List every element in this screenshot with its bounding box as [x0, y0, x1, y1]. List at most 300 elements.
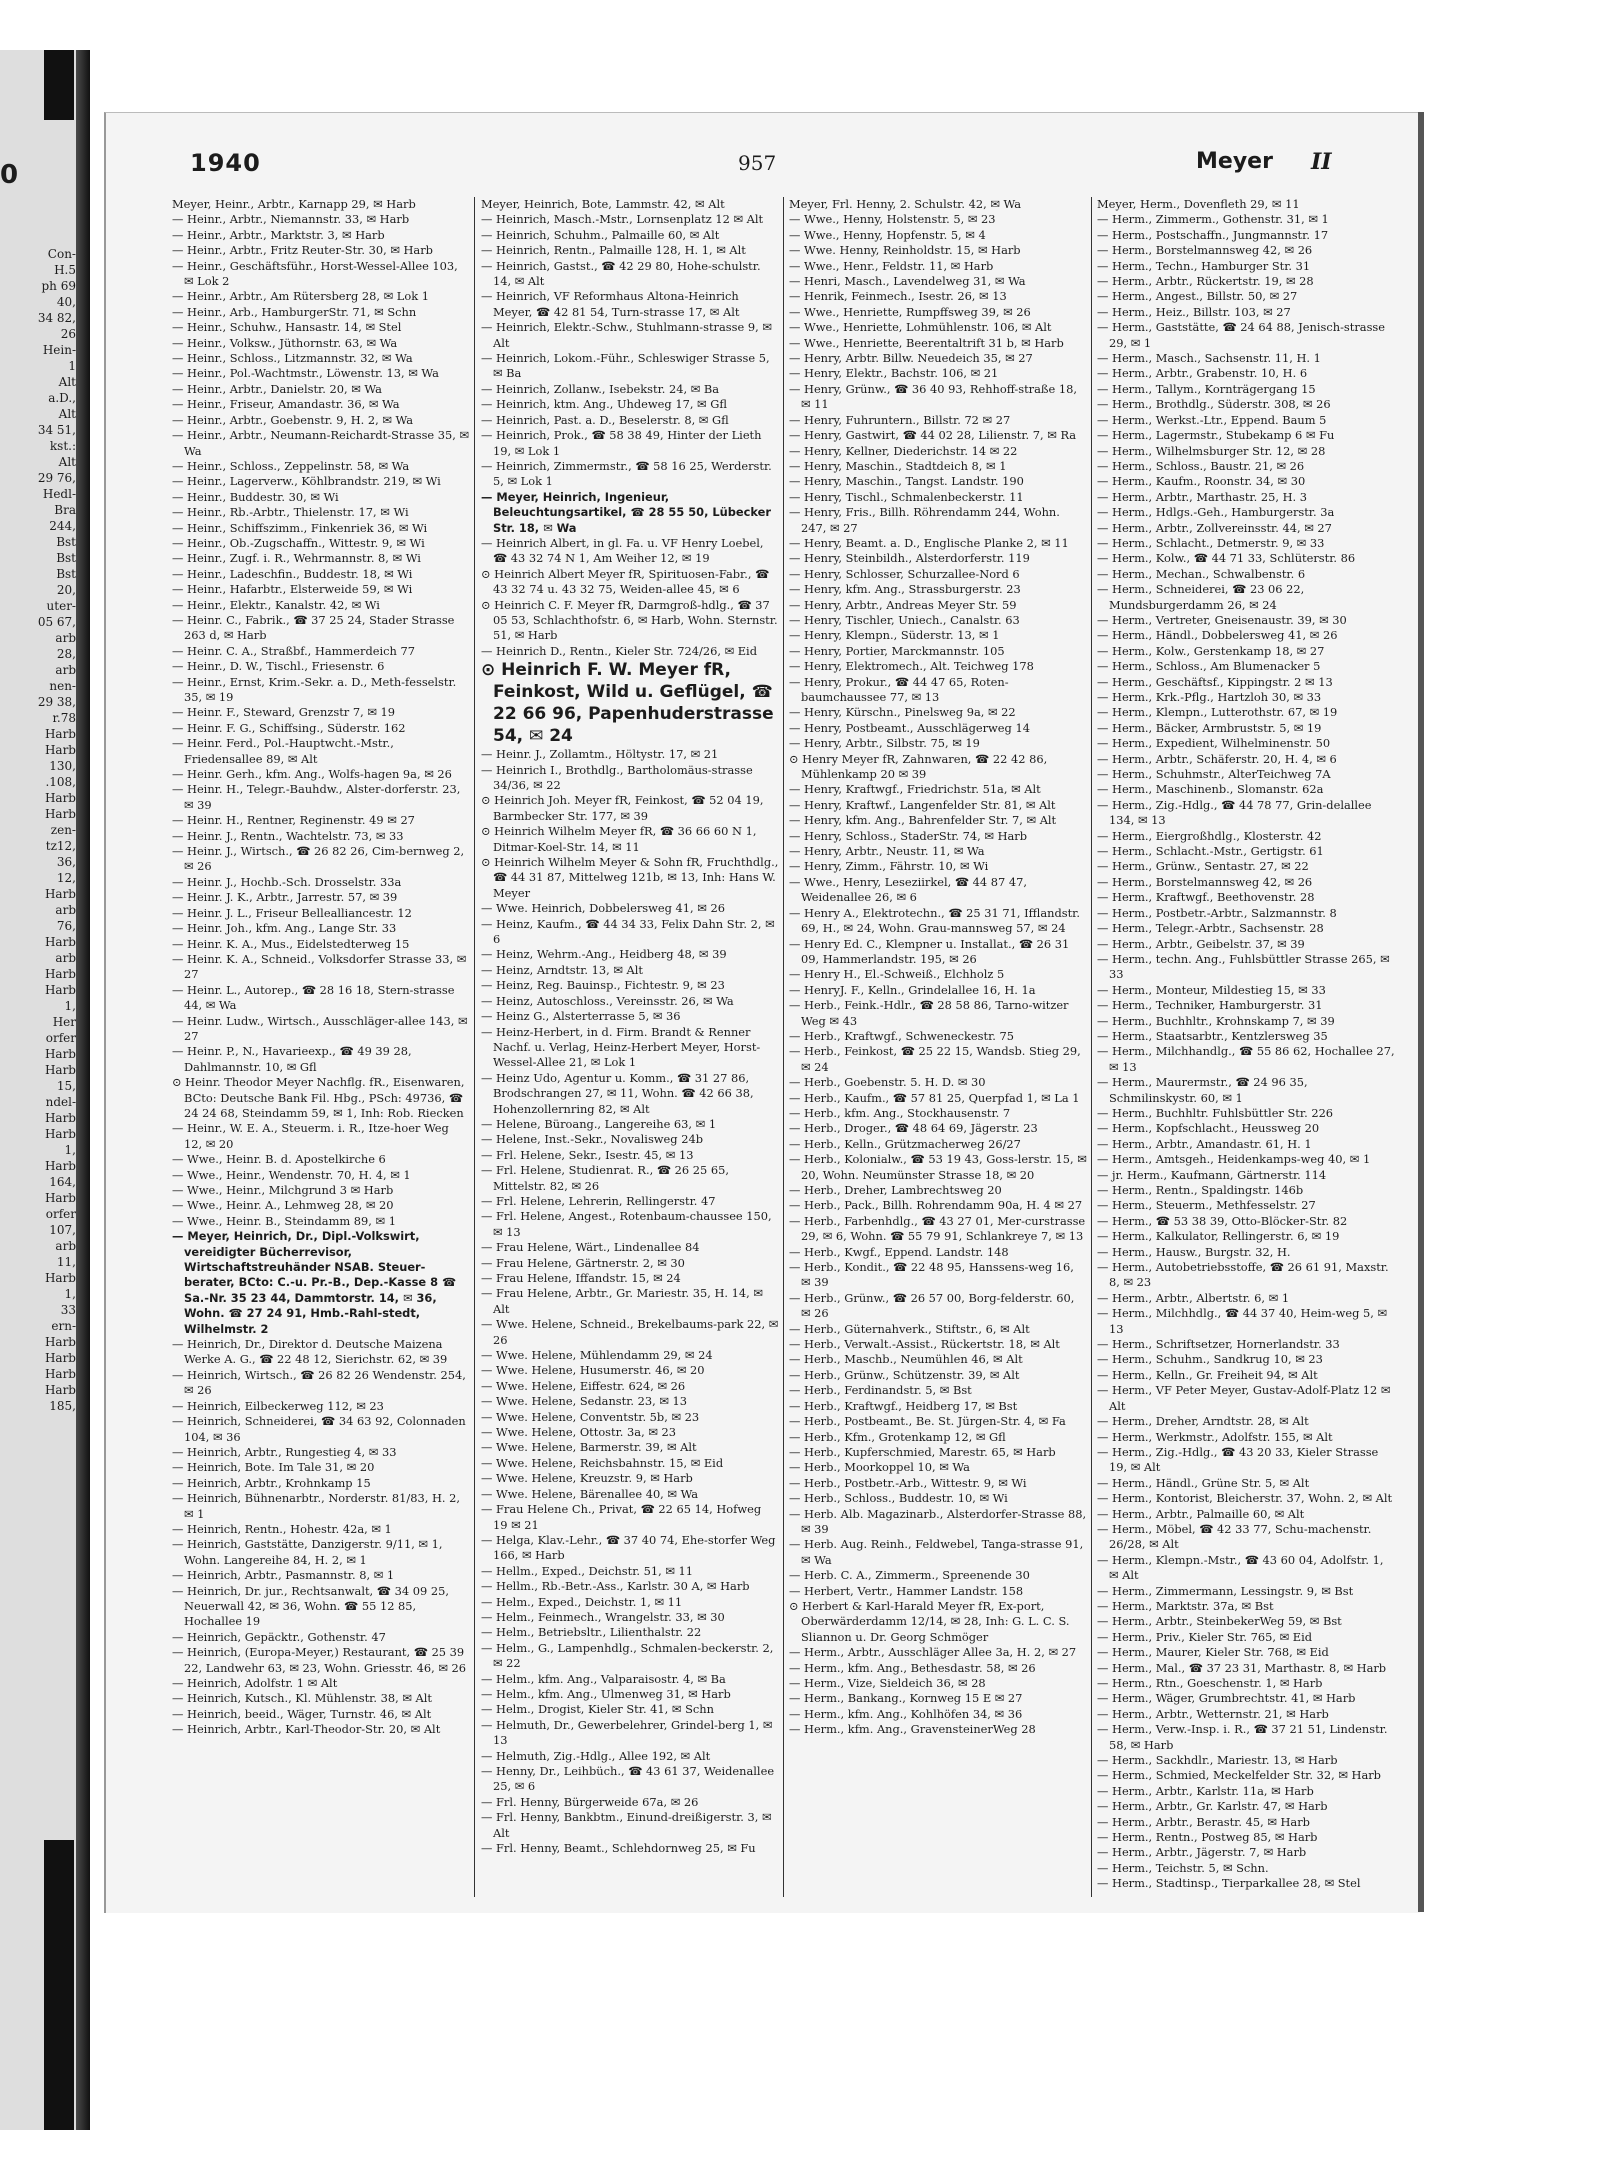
directory-entry: — Herm., Arbtr., Amandastr. 61, H. 1: [1097, 1136, 1312, 1151]
directory-entry: — Wwe., Henry, Leseziirkel, ☎ 44 87 47, Weidenallee 26, ✉ 6: [789, 874, 1027, 905]
directory-entry: — Herbert, Vertr., Hammer Landstr. 158: [789, 1583, 1024, 1598]
directory-entry: — Herb., Verwalt.-Assist., Rückertstr. 18, ✉ Alt: [789, 1337, 1060, 1352]
directory-entry: — Herm., Telegr.-Arbtr., Sachsenstr. 28: [1097, 921, 1324, 936]
directory-entry: — Herm., Bankang., Kornweg 15 E ✉ 27: [789, 1691, 1023, 1706]
directory-entry: — Herm., Rtn., Goeschenstr. 1, ✉ Harb: [1097, 1676, 1323, 1690]
directory-entry: — Heinrich, (Europa-Meyer,) Restaurant, ☎ 25 39 22, Landwehr 63, ✉ 23, Wohn. Griesstr. 46, ✉ 26: [172, 1645, 466, 1675]
directory-entry: — Herm., Arbtr., Marthastr. 25, H. 3: [1097, 489, 1308, 504]
previous-page-text-fragments: [0, 246, 76, 1414]
directory-column-3: [789, 197, 1087, 1897]
directory-entry: — Heinrich, Past. a. D., Beselerstr. 8, ✉ Gfl: [481, 412, 729, 427]
directory-entry: — Meyer, Heinrich, Dr., Dipl.-Volkswirt, vereidigter Bücherrevisor, Wirtschaftstreuhänder NSAB. Steuer-berater, BCto: C.-u. Pr.-B., Dep.-Kasse 8 ☎ Sa.-Nr. 35 23 44, Dammtorstr. 14, ✉ 36, Wohn. ☎ 27 24 91, Hmb.-Rahl-stedt, Wilhelmstr. 2: [172, 1229, 457, 1336]
fragment-line: zen-: [50, 823, 76, 837]
directory-entry: — Herm., Kaufm., Roonstr. 34, ✉ 30: [1097, 474, 1306, 489]
directory-entry: — Herm., Zimmerm., Gothenstr. 31, ✉ 1: [1097, 212, 1329, 227]
fragment-line: 76,: [56, 919, 76, 933]
directory-entry: — Henry, Arbtr. Billw. Neuedeich 35, ✉ 27: [789, 351, 1033, 366]
directory-entry: — Heinrich, Wirtsch., ☎ 26 82 26 Wendenstr. 254, ✉ 26: [172, 1367, 466, 1398]
header-volume: II: [1311, 149, 1332, 175]
directory-entry: — Heinrich, Bote. Im Tale 31, ✉ 20: [172, 1460, 375, 1475]
directory-entry: — Henny, Dr., Leihbüch., ☎ 43 61 37, Weidenallee 25, ✉ 6: [481, 1764, 775, 1794]
directory-entry: ⊙ Herbert & Karl-Harald Meyer fR, Ex-port, Oberwärderdamm 12/14, ✉ 28, Inh: G. L. C. S. Sliannon u. Dr. Georg Schmöger: [789, 1598, 1070, 1644]
directory-entry: — Herm., Arbtr., Wetternstr. 21, ✉ Harb: [1097, 1706, 1329, 1721]
directory-entry: — Heinrich, Arbtr., Pasmannstr. 8, ✉ 1: [172, 1568, 395, 1583]
directory-entry: — Herm., Zig.-Hdlg., ☎ 44 78 77, Grin-delallee 134, ✉ 13: [1097, 797, 1372, 828]
directory-entry: ⊙ Heinrich Joh. Meyer fR, Feinkost, ☎ 52 04 19, Barmbecker Str. 177, ✉ 39: [481, 793, 764, 823]
directory-entry: — Herm., Kraftwgf., Beethovenstr. 28: [1097, 890, 1315, 905]
directory-entry: — Heinr. J., Rentn., Wachtelstr. 73, ✉ 33: [172, 828, 404, 843]
page-edge-shadow: [1418, 112, 1424, 1912]
fragment-line: Harb: [44, 1351, 76, 1365]
directory-entry: — Herm., Buchhltr. Fuhlsbüttler Str. 226: [1097, 1105, 1334, 1120]
fragment-line: Harb: [44, 983, 76, 997]
directory-entry: — Frau Helene Ch., Privat, ☎ 22 65 14, Hofweg 19 ✉ 21: [481, 1502, 762, 1532]
directory-entry: — Herm., Arbtr., Geibelstr. 37, ✉ 39: [1097, 936, 1305, 951]
directory-entry: — Herm., Angest., Billstr. 50, ✉ 27: [1097, 289, 1298, 304]
fragment-line: 1,: [64, 1143, 76, 1157]
directory-entry: — Herm., Arbtr., Zollvereinsstr. 44, ✉ 27: [1097, 520, 1332, 535]
directory-entry: — Herm., Arbtr., SteinbekerWeg 59, ✉ Bst: [1097, 1614, 1342, 1629]
fragment-line: tz12,: [45, 839, 76, 853]
directory-entry: — Heinrich, Eilbeckerweg 112, ✉ 23: [172, 1398, 384, 1413]
directory-entry: Meyer, Frl. Henny, 2. Schulstr. 42, ✉ Wa: [789, 197, 1022, 211]
directory-entry: — Helga, Klav.-Lehr., ☎ 37 40 74, Ehe-storfer Weg 166, ✉ Harb: [481, 1532, 776, 1563]
directory-entry: — Heinr., Arbtr., Fritz Reuter-Str. 30, ✉ Harb: [172, 243, 433, 258]
directory-entry: — Herm., Arbtr., Grabenstr. 10, H. 6: [1097, 366, 1308, 381]
directory-entry: — Henry, Klempn., Süderstr. 13, ✉ 1: [789, 628, 1000, 643]
directory-entry: — Herm., Masch., Sachsenstr. 11, H. 1: [1097, 351, 1321, 366]
directory-entry: — Herb., Kelln., Grützmacherweg 26/27: [789, 1136, 1021, 1151]
fragment-line: ph 69: [41, 279, 76, 293]
directory-entry: — Herm., Dreher, Arndtstr. 28, ✉ Alt: [1097, 1414, 1309, 1429]
directory-entry: — Heinr., W. E. A., Steuerm. i. R., Itze-hoer Weg 12, ✉ 20: [172, 1121, 449, 1151]
directory-entry: — Heinr. J., Hochb.-Sch. Drosselstr. 33a: [172, 874, 402, 889]
directory-entry: — Herm., Borstelmannsweg 42, ✉ 26: [1097, 243, 1313, 258]
directory-entry: — Herb., Pack., Billh. Rohrendamm 90a, H. 4 ✉ 27: [789, 1198, 1083, 1213]
directory-entry: — Frl. Henny, Bankbtm., Einund-dreißigerstr. 3, ✉ Alt: [481, 1810, 772, 1840]
directory-entry: — Herm., kfm. Ang., Kohlhöfen 34, ✉ 36: [789, 1706, 1023, 1721]
directory-entry: — Herb., Moorkoppel 10, ✉ Wa: [789, 1460, 970, 1475]
directory-entry: — Herm., Postschaffn., Jungmannstr. 17: [1097, 227, 1329, 242]
directory-entry: — Herb. Aug. Reinh., Feldwebel, Tanga-strasse 91, ✉ Wa: [789, 1537, 1084, 1567]
fragment-line: Harb: [44, 1159, 76, 1173]
directory-entry: — Heinr. J. K., Arbtr., Jarrestr. 57, ✉ 39: [172, 890, 398, 905]
directory-entry: — Herm., Verw.-Insp. i. R., ☎ 37 21 51, Lindenstr. 58, ✉ Harb: [1097, 1722, 1388, 1752]
directory-entry: — Herm., Wilhelmsburger Str. 12, ✉ 28: [1097, 443, 1326, 458]
directory-entry: — Herm., Hdlgs.-Geh., Hamburgerstr. 3a: [1097, 505, 1335, 520]
directory-entry: — Henry, Maschin., Stadtdeich 8, ✉ 1: [789, 458, 1007, 473]
directory-entry: — Herm., Kolw., Gerstenkamp 18, ✉ 27: [1097, 643, 1325, 658]
fragment-line: 40,: [56, 295, 76, 309]
directory-entry: — Heinr., Arbtr., Goebenstr. 9, H. 2, ✉ Wa: [172, 412, 414, 427]
directory-column-4: [1097, 197, 1395, 1897]
directory-entry: — Herm., Vize, Sieldeich 36, ✉ 28: [789, 1676, 986, 1690]
directory-entry: Meyer, Heinr., Arbtr., Karnapp 29, ✉ Harb: [172, 197, 416, 211]
fragment-line: Alt: [58, 375, 76, 389]
fragment-line: 20,: [56, 583, 76, 597]
directory-entry: — Herm., Werkmstr., Adolfstr. 155, ✉ Alt: [1097, 1429, 1333, 1444]
directory-entry: — Herb., Kfm., Grotenkamp 12, ✉ Gfl: [789, 1429, 1006, 1444]
directory-entry: — Herm., Maurermstr., ☎ 24 96 35, Schmilinskystr. 60, ✉ 1: [1097, 1075, 1308, 1105]
directory-entry: — Wwe. Helene, Reichsbahnstr. 15, ✉ Eid: [481, 1455, 724, 1470]
directory-entry: — Heinr. Gerh., kfm. Ang., Wolfs-hagen 9a, ✉ 26: [172, 767, 452, 782]
fragment-line: r.78: [52, 711, 76, 725]
directory-entry: — Heinr., Schloss., Zeppelinstr. 58, ✉ Wa: [172, 458, 410, 473]
fragment-line: Harb: [44, 1367, 76, 1381]
directory-entry: Meyer, Herm., Dovenfleth 29, ✉ 11: [1097, 197, 1300, 211]
directory-entry: — Heinrich, Zollanw., Isebekstr. 24, ✉ Ba: [481, 381, 720, 396]
directory-entry: — Henry Ed. C., Klempner u. Installat., ☎ 26 31 09, Hammerlandstr. 195, ✉ 26: [789, 936, 1070, 966]
directory-entry: — Frl. Helene, Sekr., Isestr. 45, ✉ 13: [481, 1147, 694, 1162]
directory-entry: — Frau Helene, Arbtr., Gr. Mariestr. 35, H. 14, ✉ Alt: [481, 1286, 763, 1316]
directory-entry: — Herm., Staatsarbtr., Kentzlersweg 35: [1097, 1028, 1328, 1043]
directory-entry: — Henri, Masch., Lavendelweg 31, ✉ Wa: [789, 274, 1026, 289]
directory-entry: — Heinrich, beeid., Wäger, Turnstr. 46, ✉ Alt: [172, 1706, 432, 1721]
directory-entry: — Herm., Arbtr., Karlstr. 11a, ✉ Harb: [1097, 1783, 1314, 1798]
directory-entry: — Helm., G., Lampenhdlg., Schmalen-beckerstr. 2, ✉ 22: [481, 1640, 774, 1671]
directory-entry: — Herb., Güternahverk., Stiftstr., 6, ✉ Alt: [789, 1321, 1030, 1336]
directory-entry: — Frl. Helene, Lehrerin, Rellingerstr. 47: [481, 1193, 716, 1208]
directory-entry: — Helm., Feinmech., Wrangelstr. 33, ✉ 30: [481, 1609, 725, 1624]
directory-entry: — Heinr. J. L., Friseur Bellealliancestr. 12: [172, 905, 412, 920]
directory-entry: — Hellm., Rb.-Betr.-Ass., Karlstr. 30 A, ✉ Harb: [481, 1579, 750, 1594]
directory-entry: — jr. Herm., Kaufmann, Gärtnerstr. 114: [1097, 1167, 1327, 1182]
directory-entry: — Heinrich I., Brothdlg., Bartholomäus-strasse 34/36, ✉ 22: [481, 762, 753, 792]
directory-entry: — Herm., Geschäftsf., Kippingstr. 2 ✉ 13: [1097, 674, 1333, 689]
directory-entry: — Heinrich, Masch.-Mstr., Lornsenplatz 12 ✉ Alt: [481, 212, 764, 227]
directory-entry: — Heinr. Joh., kfm. Ang., Lange Str. 33: [172, 921, 397, 936]
directory-entry: — Wwe., Heinr. B. d. Apostelkirche 6: [172, 1152, 386, 1167]
directory-entry: — Herm., Klempn.-Mstr., ☎ 43 60 04, Adolfstr. 1, ✉ Alt: [1097, 1552, 1384, 1583]
directory-entry: — Henry, kfm. Ang., Bahrenfelder Str. 7, ✉ Alt: [789, 813, 1057, 828]
directory-entry: — Herm., Rentn., Spaldingstr. 146b: [1097, 1183, 1304, 1197]
directory-entry: — Herm., Arbtr., Rückertstr. 19, ✉ 28: [1097, 274, 1314, 289]
directory-entry: — Herb., Kaufm., ☎ 57 81 25, Querpfad 1, ✉ La 1: [789, 1090, 1080, 1105]
directory-entry: — Heinrich, Dr. jur., Rechtsanwalt, ☎ 34 09 25, Neuerwall 42, ✉ 36, Wohn. ☎ 55 12 85, Hochallee 19: [172, 1583, 449, 1629]
directory-entry: — Herm., Arbtr., Ausschläger Allee 3a, H. 2, ✉ 27: [789, 1645, 1077, 1660]
directory-entry: — Henry, Arbtr., Andreas Meyer Str. 59: [789, 597, 1017, 612]
directory-entry: — Wwe., Henny, Hopfenstr. 5, ✉ 4: [789, 227, 986, 242]
fragment-line: Bst: [56, 551, 76, 565]
directory-entry: — Heinrich, Lokom.-Führ., Schleswiger Strasse 5, ✉ Ba: [481, 351, 770, 381]
directory-entry: — Heinr., Arb., HamburgerStr. 71, ✉ Schn: [172, 304, 417, 319]
directory-entry: — Herb., Grünw., ☎ 26 57 00, Borg-felderstr. 60, ✉ 26: [789, 1290, 1075, 1321]
directory-entry: — Heinrich, Gaststätte, Danzigerstr. 9/11, ✉ 1, Wohn. Langereihe 84, H. 2, ✉ 1: [172, 1537, 443, 1567]
fragment-line: orfer: [45, 1207, 76, 1221]
fragment-line: Harb: [44, 743, 76, 757]
fragment-line: Hedl-: [42, 487, 76, 501]
directory-entry: — Henry, Kraftwf., Langenfelder Str. 81, ✉ Alt: [789, 797, 1056, 812]
directory-entry: — Heinr., Geschäftsführ., Horst-Wessel-Allee 103, ✉ Lok 2: [172, 258, 458, 289]
directory-entry: — Wwe., Henriette, Lohmühlenstr. 106, ✉ Alt: [789, 320, 1052, 335]
directory-entry: — Herm., Tallym., Kornträgergang 15: [1097, 381, 1316, 396]
directory-entry: — Herm., Brothdlg., Süderstr. 308, ✉ 26: [1097, 397, 1331, 412]
directory-entry: — Heinr., Ernst, Krim.-Sekr. a. D., Meth-fesselstr. 35, ✉ 19: [172, 674, 457, 704]
directory-entry: — Herm., Hausw., Burgstr. 32, H.: [1097, 1244, 1291, 1259]
directory-entry: — Heinrich D., Rentn., Kieler Str. 724/26, ✉ Eid: [481, 643, 757, 658]
page-gutter: [76, 50, 90, 2130]
fragment-line: Harb: [44, 1383, 76, 1397]
directory-entry: — Heinrich, Arbtr., Karl-Theodor-Str. 20, ✉ Alt: [172, 1722, 441, 1737]
directory-entry: — Frl. Henny, Beamt., Schlehdornweg 25, ✉ Fu: [481, 1841, 756, 1856]
directory-entry: — Henry, Kürschn., Pinelsweg 9a, ✉ 22: [789, 705, 1016, 720]
directory-entry: — Wwe. Helene, Eiffestr. 624, ✉ 26: [481, 1378, 686, 1393]
directory-entry: — Heinr., Elektr., Kanalstr. 42, ✉ Wi: [172, 597, 380, 612]
directory-entry: — Heinrich, Arbtr., Rungestieg 4, ✉ 33: [172, 1444, 397, 1459]
fragment-line: 29 38,: [37, 695, 76, 709]
column-rule: [474, 197, 475, 1897]
directory-entry: ⊙ Heinrich C. F. Meyer fR, Darmgroß-hdlg., ☎ 37 05 53, Schlachthofstr. 6, ✉ Harb, Wohn. Sternstr. 51, ✉ Harb: [481, 597, 778, 643]
fragment-line: arb: [55, 631, 76, 645]
fragment-line: Harb: [44, 1047, 76, 1061]
fragment-line: 28,: [56, 647, 76, 661]
directory-entry: — Herm., Werkst.-Ltr., Eppend. Baum 5: [1097, 412, 1327, 427]
directory-entry: — Heinrich, Zimmermstr., ☎ 58 16 25, Werderstr. 5, ✉ Lok 1: [481, 458, 772, 489]
directory-entry: — Herm., Schloss., Am Blumenacker 5: [1097, 659, 1321, 674]
fragment-line: kst.:: [49, 439, 76, 453]
directory-entry: — Wwe. Helene, Barmerstr. 39, ✉ Alt: [481, 1440, 697, 1455]
fragment-line: Harb: [44, 1271, 76, 1285]
directory-entry: — Wwe. Helene, Mühlendamm 29, ✉ 24: [481, 1348, 713, 1363]
directory-entry: — Heinr. H., Telegr.-Bauhdw., Alster-dorferstr. 23, ✉ 39: [172, 782, 461, 812]
directory-entry: — Herm., ☎ 53 38 39, Otto-Blöcker-Str. 82: [1097, 1213, 1348, 1228]
directory-entry: — Henry, Maschin., Tangst. Landstr. 190: [789, 474, 1024, 489]
directory-entry: — Wwe., Heinr., Wendenstr. 70, H. 4, ✉ 1: [172, 1167, 411, 1182]
header-page-number: 957: [738, 151, 777, 175]
directory-entry: — Herm., Arbtr., Schäferstr. 20, H. 4, ✉ 6: [1097, 751, 1337, 766]
directory-entry: — Wwe., Henny, Holstenstr. 5, ✉ 23: [789, 212, 996, 227]
directory-entry: — Heinz-Herbert, in d. Firm. Brandt & Renner Nachf. u. Verlag, Heinz-Herbert Meyer, Horst-Wessel-Allee 21, ✉ Lok 1: [481, 1024, 761, 1070]
directory-entry: — Wwe., Henriette, Rumpffsweg 39, ✉ 26: [789, 304, 1031, 319]
directory-entry: — Herb., Kolonialw., ☎ 53 19 43, Goss-lerstr. 15, ✉ 20, Wohn. Neumünster Strasse 18, ✉ 20: [789, 1152, 1087, 1182]
directory-entry: ⊙ Heinrich Wilhelm Meyer fR, ☎ 36 66 60 N 1, Ditmar-Koel-Str. 14, ✉ 11: [481, 824, 757, 854]
directory-entry: — Wwe. Helene, Husumerstr. 46, ✉ 20: [481, 1363, 705, 1378]
directory-entry: — Henry, Arbtr., Neustr. 11, ✉ Wa: [789, 844, 985, 859]
directory-entry: — Herm., Möbel, ☎ 42 33 77, Schu-machenstr. 26/28, ✉ Alt: [1097, 1521, 1372, 1552]
fragment-line: Her: [52, 1015, 76, 1029]
fragment-line: Harb: [44, 807, 76, 821]
directory-entry: — Heinr., Pol.-Wachtmstr., Löwenstr. 13, ✉ Wa: [172, 366, 439, 381]
directory-entry: — Heinr., Arbtr., Marktstr. 3, ✉ Harb: [172, 227, 385, 242]
directory-entry: — Herb., Grünw., Schützenstr. 39, ✉ Alt: [789, 1367, 1020, 1382]
fragment-line: 33: [60, 1303, 76, 1317]
directory-entry: — Heinz, Autoschloss., Vereinsstr. 26, ✉ Wa: [481, 993, 734, 1008]
directory-entry: — Henry, Schloss., StaderStr. 74, ✉ Harb: [789, 828, 1028, 843]
directory-entry: — Herb., Droger., ☎ 48 64 69, Jägerstr. 23: [789, 1121, 1038, 1136]
directory-entry: — Wwe. Heinrich, Dobbelersweg 41, ✉ 26: [481, 901, 725, 916]
directory-entry: — Wwe., Henriette, Beerentaltrift 31 b, ✉ Harb: [789, 335, 1064, 350]
directory-entry: — Helene, Inst.-Sekr., Novalisweg 24b: [481, 1132, 703, 1147]
fragment-line: nen-: [49, 679, 76, 693]
previous-page-header-fragment: 0: [0, 160, 19, 190]
fragment-line: 15,: [56, 1079, 76, 1093]
fragment-line: Harb: [44, 887, 76, 901]
fragment-line: arb: [55, 951, 76, 965]
fragment-line: 36,: [56, 855, 76, 869]
directory-entry: — Herm., Arbtr., Palmaille 60, ✉ Alt: [1097, 1506, 1305, 1521]
fragment-line: 1,: [64, 1287, 76, 1301]
directory-entry: — Henry, Steinbildh., Alsterdorferstr. 119: [789, 551, 1030, 566]
directory-entry: — Heinr., Lagerverw., Köhlbrandstr. 219, ✉ Wi: [172, 474, 441, 489]
fragment-line: H.5: [54, 263, 76, 277]
directory-entry: — Heinr. J., Zollamtm., Höltystr. 17, ✉ 21: [481, 747, 719, 762]
directory-entry: — Herm., Eiergroßhdlg., Klosterstr. 42: [1097, 828, 1322, 843]
directory-entry: — Wwe. Helene, Schneid., Brekelbaums-park 22, ✉ 26: [481, 1317, 779, 1347]
directory-entry: — Herm., Schneiderei, ☎ 23 06 22, Mundsburgerdamm 26, ✉ 24: [1097, 582, 1305, 612]
fragment-line: Harb: [44, 1063, 76, 1077]
directory-entry: — Herb., Kupferschmied, Marestr. 65, ✉ Harb: [789, 1444, 1056, 1459]
fragment-line: arb: [55, 903, 76, 917]
directory-entry: — Herm., Amtsgeh., Heidenkamps-weg 40, ✉ 1: [1097, 1152, 1371, 1167]
directory-entry: — Henry A., Elektrotechn., ☎ 25 31 71, Ifflandstr. 69, H., ✉ 24, Wohn. Grau-mannsweg 57, ✉ 24: [789, 905, 1080, 936]
directory-entry: — Henry, Postbeamt., Ausschlägerweg 14: [789, 720, 1030, 735]
directory-entry: — Heinz, Arndtstr. 13, ✉ Alt: [481, 962, 643, 977]
directory-entry: — Herm., Kelln., Gr. Freiheit 94, ✉ Alt: [1097, 1367, 1318, 1382]
directory-entry: — Herm., Schlacht.-Mstr., Gertigstr. 61: [1097, 844, 1324, 859]
directory-entry: — Herm., Vertreter, Gneisenaustr. 39, ✉ 30: [1097, 612, 1347, 627]
directory-entry: — Henry, Portier, Marckmannstr. 105: [789, 643, 1005, 658]
header-name: Meyer: [1196, 149, 1273, 174]
directory-entry: — Herm., Schuhm., Sandkrug 10, ✉ 23: [1097, 1352, 1323, 1367]
directory-entry: — Henry, Tischl., Schmalenbeckerstr. 11: [789, 489, 1024, 504]
directory-entry: — Heinr., Hafarbtr., Elsterweide 59, ✉ Wi: [172, 582, 413, 597]
directory-entry: — Herm., Monteur, Mildestieg 15, ✉ 33: [1097, 982, 1326, 997]
directory-entry: — Heinrich, VF Reformhaus Altona-Heinrich Meyer, ☎ 42 81 54, Turn-strasse 17, ✉ Alt: [481, 289, 740, 319]
directory-entry: — Herm., Schmied, Meckelfelder Str. 32, ✉ Harb: [1097, 1768, 1381, 1783]
directory-entry: — Herb., Dreher, Lambrechtsweg 20: [789, 1183, 1002, 1197]
fragment-line: 26: [60, 327, 76, 341]
directory-entry: — Wwe., Heinr., Milchgrund 3 ✉ Harb: [172, 1183, 394, 1197]
fragment-line: a.D.,: [48, 391, 76, 405]
directory-entry: — Heinrich, Kutsch., Kl. Mühlenstr. 38, ✉ Alt: [172, 1691, 432, 1706]
fragment-line: uter-: [46, 599, 76, 613]
directory-entry: — Henry, Zimm., Fährstr. 10, ✉ Wi: [789, 859, 989, 874]
fragment-line: 29 76,: [37, 471, 76, 485]
directory-entry: — Herm., VF Peter Meyer, Gustav-Adolf-Platz 12 ✉ Alt: [1097, 1383, 1391, 1413]
directory-entry: — Heinrich, Dr., Direktor d. Deutsche Maizena Werke A. G., ☎ 22 48 12, Sierichstr. 62, ✉ 39: [172, 1337, 448, 1367]
directory-entry: — Wwe., Henr., Feldstr. 11, ✉ Harb: [789, 258, 994, 273]
directory-entry: — Heinr., Ob.-Zugschaffn., Wittestr. 9, ✉ Wi: [172, 535, 425, 550]
directory-entry: — Heinrich, Gastst., ☎ 42 29 80, Hohe-schulstr. 14, ✉ Alt: [481, 258, 761, 289]
directory-entry: — Heinr., Friseur, Amandastr. 36, ✉ Wa: [172, 397, 400, 412]
directory-entry: — Heinrich, Adolfstr. 1 ✉ Alt: [172, 1676, 338, 1690]
fragment-line: Harb: [44, 791, 76, 805]
directory-entry: — Herm., Schriftsetzer, Hornerlandstr. 33: [1097, 1337, 1340, 1352]
directory-entry: — Heinz, Reg. Bauinsp., Fichtestr. 9, ✉ 23: [481, 978, 725, 993]
fragment-line: 107,: [49, 1223, 76, 1237]
directory-entry: — Heinr., D. W., Tischl., Friesenstr. 6: [172, 659, 385, 674]
directory-entry: — Helm., Drogist, Kieler Str. 41, ✉ Schn: [481, 1702, 714, 1717]
directory-entry: — Herm., Kopfschlacht., Heussweg 20: [1097, 1121, 1320, 1136]
directory-entry: — Herm., Maschinenb., Slomanstr. 62a: [1097, 782, 1324, 797]
directory-entry: — Herm., Schlacht., Detmerstr. 9, ✉ 33: [1097, 535, 1325, 550]
directory-entry: — Henry, Schlosser, Schurzallee-Nord 6: [789, 566, 1020, 581]
directory-entry: — Heinz G., Alsterterrasse 5, ✉ 36: [481, 1009, 681, 1024]
previous-page-edge: [0, 50, 90, 2130]
directory-entry: — Herb., Kraftwgf., Heidberg 17, ✉ Bst: [789, 1398, 1018, 1413]
directory-entry: — Helene, Büroang., Langereihe 63, ✉ 1: [481, 1116, 717, 1131]
directory-entry: — Heinr., Schiffszimm., Finkenriek 36, ✉ Wi: [172, 520, 428, 535]
fragment-line: Alt: [58, 407, 76, 421]
fragment-line: ern-: [51, 1319, 76, 1333]
directory-entry: — Heinrich, Schuhm., Palmaille 60, ✉ Alt: [481, 227, 720, 242]
directory-entry: — Herm., Bäcker, Armbruststr. 5, ✉ 19: [1097, 720, 1322, 735]
directory-column-1: [172, 197, 470, 1897]
fragment-line: 1: [68, 359, 76, 373]
directory-entry: — Wwe. Helene, Bärenallee 40, ✉ Wa: [481, 1486, 699, 1501]
directory-entry: — Herb., Feinkost, ☎ 25 22 15, Wandsb. Stieg 29, ✉ 24: [789, 1044, 1081, 1074]
column-rule: [1091, 197, 1092, 1897]
directory-entry: — Heinr., Zugf. i. R., Wehrmannstr. 8, ✉ Wi: [172, 551, 421, 566]
directory-entry: — Heinrich, Schneiderei, ☎ 34 63 92, Colonnaden 104, ✉ 36: [172, 1414, 466, 1444]
directory-entry: — Herm., Zig.-Hdlg., ☎ 43 20 33, Kieler Strasse 19, ✉ Alt: [1097, 1444, 1379, 1475]
fragment-line: 130,: [49, 759, 76, 773]
directory-entry: — Wwe. Helene, Sedanstr. 23, ✉ 13: [481, 1394, 688, 1409]
directory-entry: — Herm., Schuhmstr., AlterTeichweg 7A: [1097, 767, 1331, 782]
directory-entry: — Herm., Mechan., Schwalbenstr. 6: [1097, 566, 1306, 581]
directory-entry: — Herm., Händl., Dobbelersweg 41, ✉ 26: [1097, 628, 1338, 643]
directory-entry: — Heinr. Ludw., Wirtsch., Ausschläger-allee 143, ✉ 27: [172, 1013, 468, 1043]
fragment-line: Harb: [44, 1191, 76, 1205]
directory-entry: — Herm., Rentn., Postweg 85, ✉ Harb: [1097, 1830, 1318, 1845]
directory-entry: ⊙ Heinrich Albert Meyer fR, Spirituosen-Fabr., ☎ 43 32 74 u. 43 32 75, Weiden-allee 45, ✉ 6: [481, 566, 770, 597]
fragment-line: Con-: [47, 247, 76, 261]
binding-shadow: [44, 50, 74, 120]
directory-entry: — Heinr. F. G., Schiffsing., Süderstr. 162: [172, 720, 406, 735]
directory-entry: — Henry, Elektromech., Alt. Teichweg 178: [789, 659, 1034, 674]
directory-entry: — Heinr., Arbtr., Niemannstr. 33, ✉ Harb: [172, 212, 410, 227]
directory-entry: — Heinrich, Arbtr., Krohnkamp 15: [172, 1475, 371, 1490]
directory-entry: — Herm., Maurer, Kieler Str. 768, ✉ Eid: [1097, 1645, 1329, 1660]
directory-entry: — Herb., Postbeamt., Be. St. Jürgen-Str. 4, ✉ Fa: [789, 1414, 1066, 1429]
directory-entry: — Herm., Mal., ☎ 37 23 31, Marthastr. 8, ✉ Harb: [1097, 1660, 1387, 1675]
directory-entry: — Herm., Grünw., Sentastr. 27, ✉ 22: [1097, 859, 1309, 874]
fragment-line: .108,: [45, 775, 76, 789]
directory-entry: — Helm., Exped., Deichstr. 1, ✉ 11: [481, 1594, 683, 1609]
directory-entry: — Wwe., Heinr. B., Steindamm 89, ✉ 1: [172, 1213, 396, 1228]
directory-entry: — Heinrich, Rentn., Hohestr. 42a, ✉ 1: [172, 1521, 392, 1536]
directory-entry: — Herm., Autobetriebsstoffe, ☎ 26 61 91, Maxstr. 8, ✉ 23: [1097, 1260, 1389, 1290]
directory-entry: — Herb., kfm. Ang., Stockhausenstr. 7: [789, 1105, 1011, 1120]
directory-entry: — Frl. Helene, Angest., Rotenbaum-chaussee 150, ✉ 13: [481, 1209, 772, 1239]
directory-entry: ⊙ Heinr. Theodor Meyer Nachflg. fR., Eisenwaren, BCto: Deutsche Bank Fil. Hbg., PSch: 49736, ☎ 24 24 68, Steindamm 59, ✉ 1, Inh: Rob. Riecken: [172, 1075, 465, 1120]
directory-entry: — Herm., Techn., Hamburger Str. 31: [1097, 258, 1311, 273]
directory-entry: — Herm., Arbtr., Albertstr. 6, ✉ 1: [1097, 1290, 1290, 1305]
fragment-line: Harb: [44, 967, 76, 981]
directory-column-2: [481, 197, 779, 1897]
directory-entry: — Herm., Milchhandlg., ☎ 55 86 62, Hochallee 27, ✉ 13: [1097, 1044, 1395, 1074]
directory-entry: — Meyer, Heinrich, Ingenieur, Beleuchtungsartikel, ☎ 28 55 50, Lübecker Str. 18, ✉ Wa: [481, 489, 771, 535]
fragment-line: arb: [55, 663, 76, 677]
directory-entry: — Herm., Teichstr. 5, ✉ Schn.: [1097, 1860, 1269, 1875]
directory-entry: — Heinr. H., Rentner, Reginenstr. 49 ✉ 27: [172, 813, 415, 828]
directory-entry: — Herm., Lagermstr., Stubekamp 6 ✉ Fu: [1097, 428, 1335, 443]
directory-entry: — Herm., Heiz., Billstr. 103, ✉ 27: [1097, 304, 1291, 319]
directory-entry: — Heinr., Schuhw., Hansastr. 14, ✉ Stel: [172, 320, 402, 335]
directory-entry: — Frau Helene, Wärt., Lindenallee 84: [481, 1240, 700, 1255]
directory-entry: — Herm., Techniker, Hamburgerstr. 31: [1097, 998, 1323, 1013]
directory-entry: — Helmuth, Dr., Gewerbelehrer, Grindel-berg 1, ✉ 13: [481, 1717, 773, 1748]
directory-entry: — Henry H., El.-Schweiß., Elchholz 5: [789, 967, 1005, 982]
directory-entry: — Henry, Elektr., Bachstr. 106, ✉ 21: [789, 366, 999, 381]
directory-entry: — Herm., kfm. Ang., Bethesdastr. 58, ✉ 26: [789, 1660, 1036, 1675]
directory-entry: — Frau Helene, Iffandstr. 15, ✉ 24: [481, 1271, 681, 1285]
directory-entry: — Herb., Ferdinandstr. 5, ✉ Bst: [789, 1383, 972, 1398]
directory-entry: — Heinr. K. A., Mus., Eidelstedterweg 15: [172, 936, 410, 951]
fragment-line: 12,: [56, 871, 76, 885]
binding-shadow: [44, 1840, 74, 2130]
directory-entry: — Helm., kfm. Ang., Ulmenweg 31, ✉ Harb: [481, 1686, 731, 1701]
